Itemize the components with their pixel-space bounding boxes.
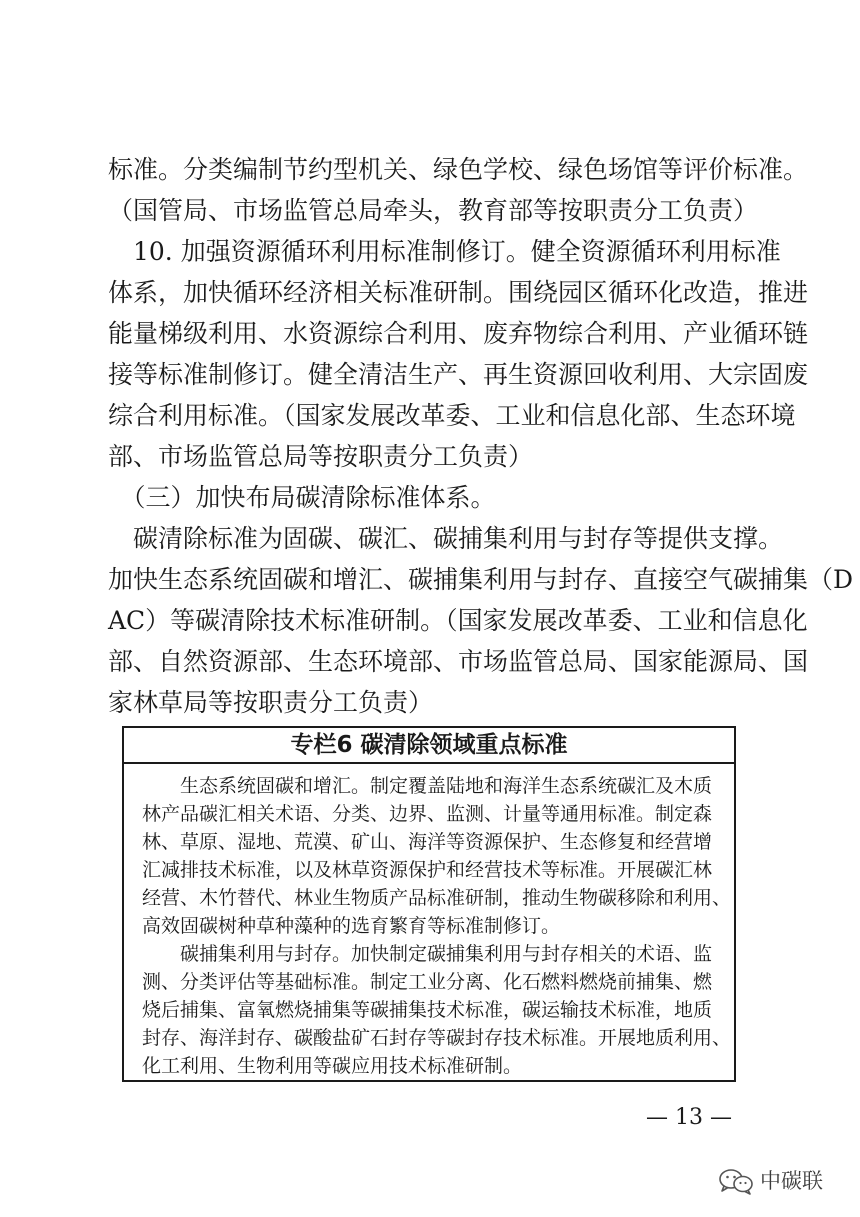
- box-line: 测、分类评估等基础标准。制定工业分离、化石燃料燃烧前捕集、燃: [142, 971, 713, 993]
- box-line: 经营、木竹替代、林业生物质产品标准研制，推动生物碳移除和利用、: [142, 887, 732, 909]
- box-title: 专栏6 碳清除领域重点标准: [124, 728, 734, 764]
- key-standards-box: [122, 726, 736, 1082]
- body-line: 部、自然资源部、生态环境部、市场监管总局、国家能源局、国: [108, 647, 809, 676]
- body-line: 体系，加快循环经济相关标准研制。围绕园区循环化改造，推进: [108, 278, 809, 307]
- body-line: 家林草局等按职责分工负责）: [108, 688, 434, 717]
- body-line: 能量梯级利用、水资源综合利用、废弃物综合利用、产业循环链: [108, 319, 809, 348]
- page-number: — 13 —: [646, 1105, 732, 1130]
- body-line: （国管局、市场监管总局牵头，教育部等按职责分工负责）: [108, 196, 759, 225]
- box-line: 汇减排技术标准，以及林草资源保护和经营技术等标准。开展碳汇林: [142, 859, 713, 881]
- body-line: 碳清除标准为固碳、碳汇、碳捕集利用与封存等提供支撑。: [108, 524, 784, 553]
- box-line: 封存、海洋封存、碳酸盐矿石封存等碳封存技术标准。开展地质利用、: [142, 1027, 732, 1049]
- box-line: 碳捕集利用与封存。加快制定碳捕集利用与封存相关的术语、监: [142, 943, 713, 965]
- watermark-text: 中碳联: [760, 1169, 823, 1193]
- box-line: 生态系统固碳和增汇。制定覆盖陆地和海洋生态系统碳汇及木质: [142, 775, 713, 797]
- body-line: 接等标准制修订。健全清洁生产、再生资源回收利用、大宗固废: [108, 360, 809, 389]
- body-line: 加快生态系统固碳和增汇、碳捕集利用与封存、直接空气碳捕集（D: [108, 565, 854, 594]
- body-line: 综合利用标准。（国家发展改革委、工业和信息化部、生态环境: [108, 401, 796, 430]
- box-line: 林、草原、湿地、荒漠、矿山、海洋等资源保护、生态修复和经营增: [142, 831, 713, 853]
- body-line: 部、市场监管总局等按职责分工负责）: [108, 442, 534, 471]
- wechat-icon: [716, 1167, 756, 1195]
- body-line: 标准。分类编制节约型机关、绿色学校、绿色场馆等评价标准。: [108, 155, 809, 184]
- body-line: 10. 加强资源循环利用标准制修订。健全资源循环利用标准: [108, 237, 781, 266]
- section-heading: （三）加快布局碳清除标准体系。: [108, 483, 496, 512]
- body-line: AC）等碳清除技术标准研制。（国家发展改革委、工业和信息化: [108, 606, 808, 635]
- box-line: 林产品碳汇相关术语、分类、边界、监测、计量等通用标准。制定森: [142, 803, 713, 825]
- box-line: 高效固碳树种草种藻种的选育繁育等标准制修订。: [142, 915, 561, 937]
- box-line: 烧后捕集、富氧燃烧捕集等碳捕集技术标准，碳运输技术标准，地质: [142, 999, 713, 1021]
- watermark: [716, 1165, 848, 1197]
- box-line: 化工利用、生物利用等碳应用技术标准研制。: [142, 1055, 523, 1077]
